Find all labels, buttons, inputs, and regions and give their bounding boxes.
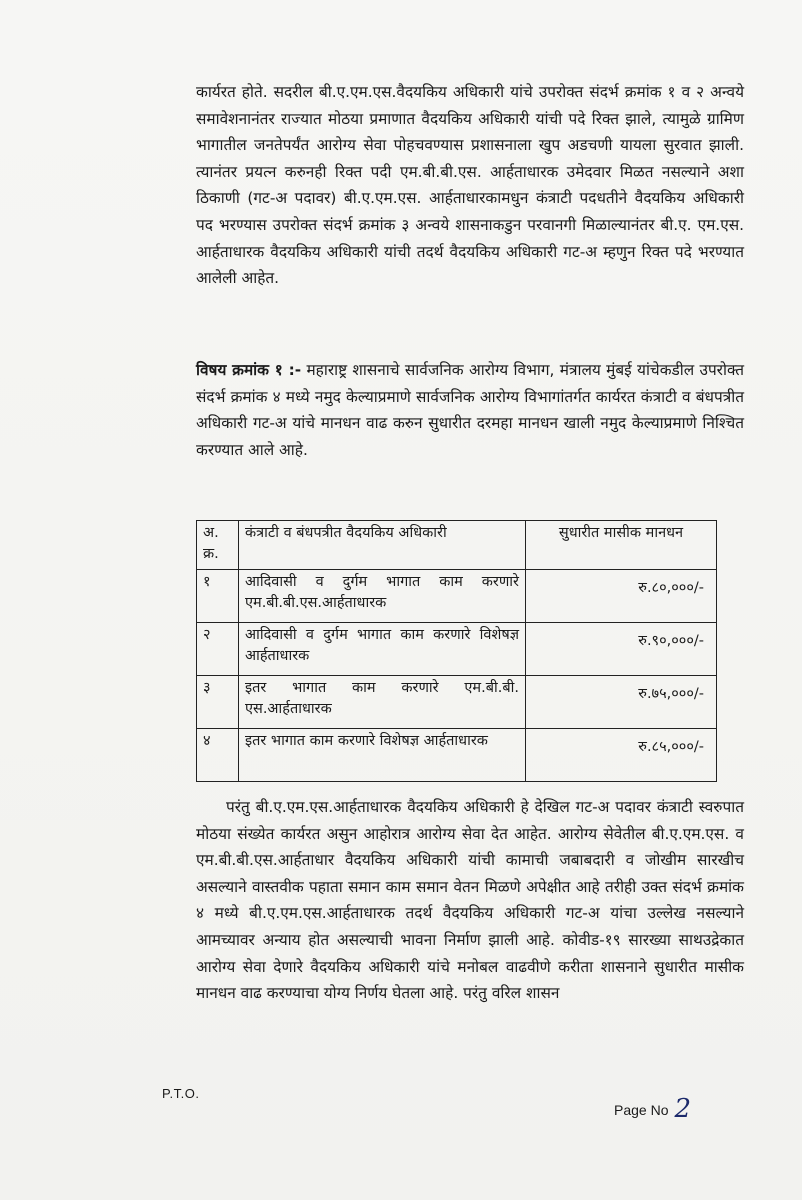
row-serial: १ [197, 570, 239, 623]
table-row [197, 676, 717, 729]
pto-label: P.T.O. [162, 1086, 200, 1101]
body-paragraph-3 [196, 794, 744, 1007]
body-paragraph-1: कार्यरत होते. सदरील बी.ए.एम.एस.वैदयकिय अधिकारी यांचे उपरोक्त संदर्भ क्रमांक १ व २ अन्वये समावेशनानंतर राज्यात मोठया प्रमाणात वैदयकिय अधिकारी यांची पदे रिक्त झाले, त्यामुळे ग्रामिण भागातील जनतेपर्यंत आरोग्य सेवा पोहचवण्यास प्रशासनाला खुप अडचणी यायला सुरवात झाली. त्यानंतर प्रयत्न करुनही रिक्त पदी एम.बी.बी.एस. आर्हताधारक उमेदवार मिळत नसल्याने अशा ठिकाणी (गट-अ पदावर) बी.ए.एम.एस. आर्हताधारकामधुन कंत्राटी पदधतीने वैदयकिय अधिकारी पद भरण्यास उपरोक्त संदर्भ क्रमांक ३ अन्वये शासनाकडुन परवानगी मिळाल्यानंतर बी.ए. एम.एस. आर्हताधारक वैदयकिय अधिकारी यांची तदर्थ वैदयकिय अधिकारी गट-अ म्हणुन रिक्त पदे भरण्यात आलेली आहेत. [196, 83, 744, 288]
table-header-row [197, 521, 717, 570]
row-amount: रु.९०,०००/- [526, 623, 717, 676]
table-row [197, 623, 717, 676]
row-amount: रु.८०,०००/- [526, 570, 717, 623]
row-serial: ३ [197, 676, 239, 729]
header-officer: कंत्राटी व बंधपत्रीत वैदयकिय अधिकारी [239, 521, 526, 570]
row-amount: रु.७५,०००/- [526, 676, 717, 729]
page-number-label: Page No [614, 1102, 669, 1118]
subject-text: महाराष्ट्र शासनाचे सार्वजनिक आरोग्य विभाग, मंत्रालय मुंबई यांचेकडील उपरोक्त संदर्भ क्रमांक ४ मध्ये नमुद केल्याप्रमाणे सार्वजनिक आरोग्य विभागांतर्गत कार्यरत कंत्राटी व बंधपत्रीत अधिकारी गट-अ यांचे मानधन वाढ करुन सुधारीत दरमहा मानधन खाली नमुद केल्याप्रमाणे निश्चित करण्यात आले आहे. [196, 361, 744, 459]
header-serial: अ. क्र. [197, 521, 239, 570]
subject-label: विषय क्रमांक १ :- [196, 361, 302, 379]
page-number: 2 [674, 1094, 692, 1124]
row-description: आदिवासी व दुर्गम भागात काम करणारे विशेषज्ञ आर्हताधारक [239, 623, 526, 676]
row-serial: ४ [197, 729, 239, 782]
subject-paragraph [196, 357, 744, 463]
row-amount: रु.८५,०००/- [526, 729, 717, 782]
honorarium-table-wrap [196, 520, 717, 782]
row-description: इतर भागात काम करणारे एम.बी.बी. एस.आर्हताधारक [239, 676, 526, 729]
table-row [197, 570, 717, 623]
row-description: आदिवासी व दुर्गम भागात काम करणारे एम.बी.बी.एस.आर्हताधारक [239, 570, 526, 623]
row-description: इतर भागात काम करणारे विशेषज्ञ आर्हताधारक [239, 729, 526, 782]
body-paragraph-3-text: परंतु बी.ए.एम.एस.आर्हताधारक वैदयकिय अधिकारी हे देखिल गट-अ पदावर कंत्राटी स्वरुपात मोठया संख्येत कार्यरत असुन आहोरात्र आरोग्य सेवा देत आहेत. आरोग्य सेवेतील बी.ए.एम.एस. व एम.बी.बी.एस.आर्हताधार वैदयकिय अधिकारी यांची कामाची जबाबदारी व जोखीम सारखीच असल्याने वास्तवीक पहाता समान काम समान वेतन मिळणे अपेक्षीत आहे तरीही उक्त संदर्भ क्रमांक ४ मध्ये बी.ए.एम.एस.आर्हताधारक तदर्थ वैदयकिय अधिकारी गट-अ यांचा उल्लेख नसल्याने आमच्यावर अन्याय होत असल्याची भावना निर्माण झाली आहे. कोवीड-१९ सारख्या साथउद्रेकात आरोग्य सेवा देणारे वैदयकिय अधिकारी यांचे मनोबल वाढवीणे करीता शासनाने सुधारीत मासीक मानधन वाढ करण्याचा योग्य निर्णय घेतला आहे. परंतु वरिल शासन [196, 798, 744, 1003]
header-honorarium: सुधारीत मासीक मानधन [526, 521, 717, 570]
honorarium-table [196, 520, 717, 782]
row-serial: २ [197, 623, 239, 676]
page-number-block [614, 1092, 691, 1122]
table-row [197, 729, 717, 782]
